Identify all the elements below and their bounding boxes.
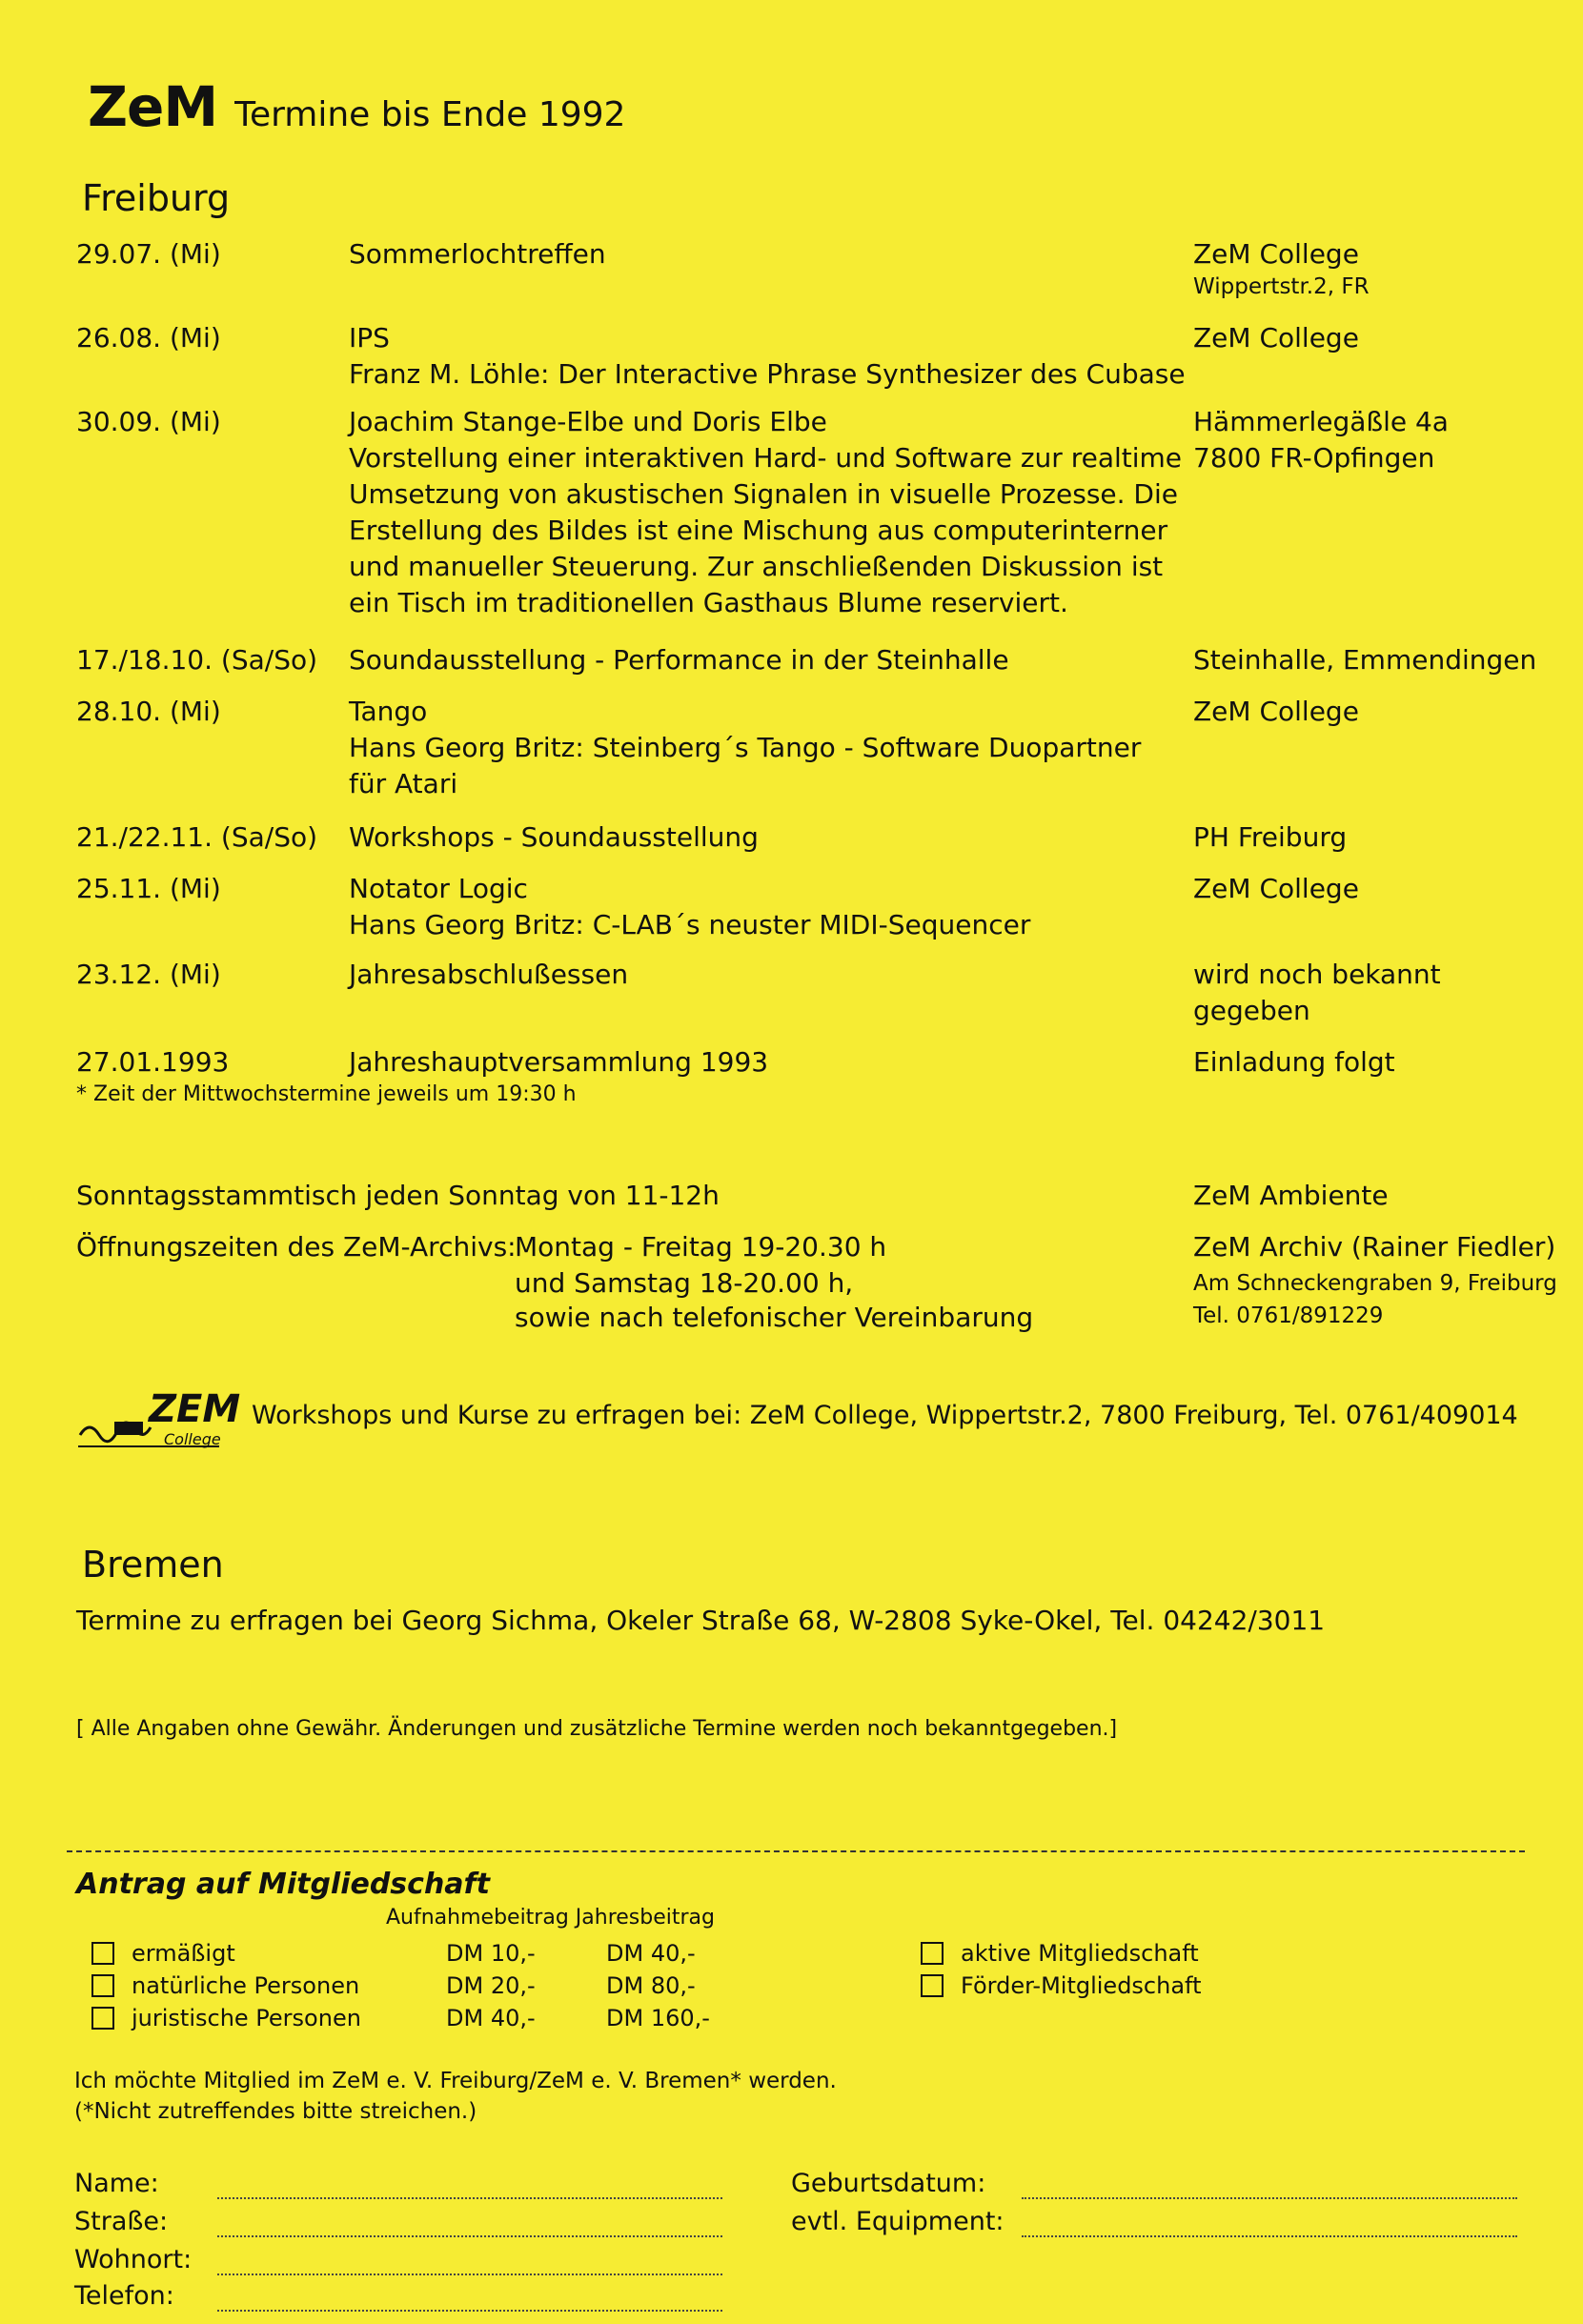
membership-type-supporting[interactable] xyxy=(921,1972,1201,1999)
event-line: und manueller Steuerung. Zur anschließenden Diskussion ist xyxy=(349,551,1164,582)
college-logo-subtext: College xyxy=(164,1430,221,1448)
event-location-address: Wippertstr.2, FR xyxy=(1193,274,1370,299)
archive-label: Öffnungszeiten des ZeM-Archivs: xyxy=(76,1231,517,1263)
city-field[interactable] xyxy=(217,2273,722,2275)
option-label: Förder-Mitgliedschaft xyxy=(961,1972,1202,1999)
zem-logo: ZeM xyxy=(88,74,218,139)
admission-fee: DM 10,- xyxy=(446,1940,536,1967)
event-line: Notator Logic xyxy=(349,873,528,904)
equipment-field[interactable] xyxy=(1022,2235,1517,2237)
event-description xyxy=(349,819,1197,856)
event-date: 28.10. (Mi) xyxy=(76,696,221,727)
annual-fee: DM 40,- xyxy=(606,1940,696,1967)
event-description xyxy=(349,236,1197,273)
event-date: 21./22.11. (Sa/So) xyxy=(76,821,318,853)
event-location-line2: 7800 FR-Opfingen xyxy=(1193,442,1435,474)
admission-fee: DM 20,- xyxy=(446,1972,536,1999)
event-location-name: Einladung folgt xyxy=(1193,1046,1395,1078)
event-location-name: ZeM College xyxy=(1193,873,1359,904)
header xyxy=(88,74,625,139)
option-label: natürliche Personen xyxy=(132,1972,360,1999)
event-location-name: Steinhalle, Emmendingen xyxy=(1193,644,1537,676)
event-date: 25.11. (Mi) xyxy=(76,873,221,904)
fee-header: Aufnahmebeitrag Jahresbeitrag xyxy=(386,1906,715,1930)
bremen-info: Termine zu erfragen bei Georg Sichma, Okeler Straße 68, W-2808 Syke-Okel, Tel. 04242/3011 xyxy=(76,1605,1326,1636)
event-location xyxy=(1193,819,1555,856)
event-location xyxy=(1193,404,1555,476)
event-line: Erstellung des Bildes ist eine Mischung aus computerinterner xyxy=(349,515,1168,546)
event-location-name: wird noch bekannt xyxy=(1193,959,1441,990)
membership-statement xyxy=(74,2066,837,2127)
archive-hours-line: Montag - Freitag 19-20.30 h xyxy=(515,1231,887,1263)
event-location-name: ZeM College xyxy=(1193,696,1359,727)
checkbox[interactable] xyxy=(91,2007,114,2030)
event-date: 30.09. (Mi) xyxy=(76,406,221,437)
option-label: ermäßigt xyxy=(132,1940,235,1967)
event-line: ein Tisch im traditionellen Gasthaus Blume reserviert. xyxy=(349,587,1068,618)
college-workshops-info: Workshops und Kurse zu erfragen bei: ZeM College, Wippertstr.2, 7800 Freiburg, Tel. 0761/409014 xyxy=(252,1401,1518,1430)
event-location-name: ZeM College xyxy=(1193,322,1359,354)
event-line: Franz M. Löhle: Der Interactive Phrase Synthesizer des Cubase xyxy=(349,358,1186,390)
option-label: juristische Personen xyxy=(132,2005,361,2031)
checkbox[interactable] xyxy=(921,1942,944,1965)
event-description xyxy=(349,642,1197,678)
zem-college-logo xyxy=(76,1380,243,1456)
street-field[interactable] xyxy=(217,2235,722,2237)
event-location xyxy=(1193,236,1555,301)
cut-line xyxy=(67,1850,1525,1852)
event-description xyxy=(349,1044,1197,1081)
archive-hours-line: sowie nach telefonischer Vereinbarung xyxy=(515,1302,1034,1333)
event-line: Vorstellung einer interaktiven Hard- und Software zur realtime xyxy=(349,442,1183,474)
event-line: für Atari xyxy=(349,768,458,799)
option-label: aktive Mitgliedschaft xyxy=(961,1940,1199,1967)
admission-fee: DM 40,- xyxy=(446,2005,536,2031)
event-location xyxy=(1193,957,1555,1029)
event-location-name: PH Freiburg xyxy=(1193,821,1348,853)
event-line: IPS xyxy=(349,322,390,354)
event-line: Jahreshauptversammlung 1993 xyxy=(349,1046,769,1078)
event-location xyxy=(1193,320,1555,356)
archive-location: ZeM Archiv (Rainer Fiedler) xyxy=(1193,1231,1556,1263)
city-heading-freiburg: Freiburg xyxy=(82,177,231,219)
event-date: 27.01.1993 xyxy=(76,1046,230,1078)
statement-footnote: (*Nicht zutreffendes bitte streichen.) xyxy=(74,2099,477,2124)
event-description xyxy=(349,404,1197,621)
event-line: Hans Georg Britz: Steinberg´s Tango - Software Duopartner xyxy=(349,732,1142,763)
event-location xyxy=(1193,1044,1555,1081)
checkbox[interactable] xyxy=(91,1974,114,1997)
event-location-name: ZeM College xyxy=(1193,238,1359,270)
stammtisch-location: ZeM Ambiente xyxy=(1193,1180,1389,1211)
checkbox[interactable] xyxy=(921,1974,944,1997)
event-line: Tango xyxy=(349,696,428,727)
name-field[interactable] xyxy=(217,2197,722,2199)
time-note: * Zeit der Mittwochstermine jeweils um 19:30 h xyxy=(76,1082,577,1106)
phone-label: Telefon: xyxy=(74,2281,174,2311)
event-line: Jahresabschlußessen xyxy=(349,959,629,990)
event-description xyxy=(349,320,1197,393)
event-line: Sommerlochtreffen xyxy=(349,238,606,270)
event-date: 17./18.10. (Sa/So) xyxy=(76,644,318,676)
event-location-name: Hämmerlegäßle 4a xyxy=(1193,406,1449,437)
disclaimer: [ Alle Angaben ohne Gewähr. Änderungen und zusätzliche Termine werden noch bekanntgegeben.] xyxy=(76,1717,1118,1741)
event-line: Umsetzung von akustischen Signalen in visuelle Prozesse. Die xyxy=(349,478,1178,510)
archive-address: Am Schneckengraben 9, Freiburg xyxy=(1193,1271,1557,1296)
event-location xyxy=(1193,642,1555,678)
city-heading-bremen: Bremen xyxy=(82,1544,224,1586)
archive-telephone: Tel. 0761/891229 xyxy=(1193,1303,1384,1328)
street-label: Straße: xyxy=(74,2207,169,2236)
membership-form-title: Antrag auf Mitgliedschaft xyxy=(76,1868,490,1901)
event-description xyxy=(349,957,1197,993)
membership-option-natural-persons[interactable] xyxy=(91,1972,359,1999)
stammtisch-info: Sonntagsstammtisch jeden Sonntag von 11-12h xyxy=(76,1180,720,1211)
page-title: Termine bis Ende 1992 xyxy=(234,95,626,134)
annual-fee: DM 160,- xyxy=(606,2005,710,2031)
archive-hours-line: und Samstag 18-20.00 h, xyxy=(515,1267,854,1299)
birthdate-label: Geburtsdatum: xyxy=(791,2169,986,2198)
statement-line: Ich möchte Mitglied im ZeM e. V. Freiburg/ZeM e. V. Bremen* werden. xyxy=(74,2069,837,2093)
event-date: 26.08. (Mi) xyxy=(76,322,221,354)
event-line: Workshops - Soundausstellung xyxy=(349,821,759,853)
city-label: Wohnort: xyxy=(74,2245,193,2274)
equipment-label: evtl. Equipment: xyxy=(791,2207,1005,2236)
checkbox[interactable] xyxy=(91,1942,114,1965)
membership-option-reduced[interactable] xyxy=(91,1940,235,1967)
event-line: Soundausstellung - Performance in der Steinhalle xyxy=(349,644,1009,676)
birthdate-field[interactable] xyxy=(1022,2197,1517,2199)
event-line: Joachim Stange-Elbe und Doris Elbe xyxy=(349,406,827,437)
event-description xyxy=(349,694,1197,802)
membership-type-active[interactable] xyxy=(921,1940,1199,1967)
college-logo-text: ZEM xyxy=(149,1387,241,1431)
event-line: Hans Georg Britz: C-LAB´s neuster MIDI-Sequencer xyxy=(349,909,1031,940)
event-location xyxy=(1193,871,1555,907)
event-location-line2: gegeben xyxy=(1193,995,1310,1026)
event-date: 29.07. (Mi) xyxy=(76,238,221,270)
event-date: 23.12. (Mi) xyxy=(76,959,221,990)
name-label: Name: xyxy=(74,2169,159,2198)
event-description xyxy=(349,871,1197,943)
phone-field[interactable] xyxy=(217,2310,722,2312)
annual-fee: DM 80,- xyxy=(606,1972,696,1999)
event-location xyxy=(1193,694,1555,730)
membership-option-legal-persons[interactable] xyxy=(91,2005,361,2031)
